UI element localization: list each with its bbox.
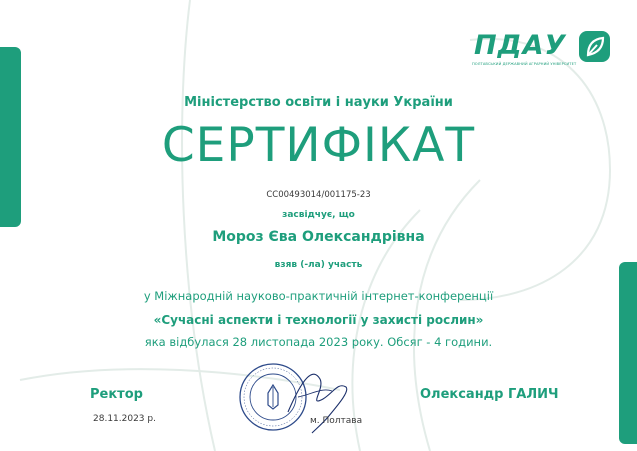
issue-date: 28.11.2023 р.	[93, 414, 156, 424]
city-label: м. Полтава	[310, 416, 363, 426]
recipient-name: Мороз Єва Олександрівна	[212, 229, 425, 245]
event-description: у Міжнародній науково-практичній інтернет-конференції	[143, 289, 494, 303]
university-logo	[468, 28, 613, 70]
logo-text: ПДАУ	[474, 30, 567, 61]
participation-text: взяв (-ла) участь	[274, 260, 363, 270]
certificate-number: CC00493014/001175-23	[266, 190, 371, 200]
certificate-title: СЕРТИФІКАТ	[161, 118, 476, 173]
conference-title: «Сучасні аспекти і технології у захисті рослин»	[153, 313, 484, 327]
ministry-heading: Міністерство освіти і науки України	[184, 95, 453, 110]
leaf-icon	[579, 31, 610, 62]
rector-label: Ректор	[90, 387, 143, 402]
certifies-text: засвідчує, що	[282, 210, 355, 220]
event-date-hours: яка відбулася 28 листопада 2023 року. Обсяг - 4 години.	[144, 335, 493, 349]
logo-subtitle: ПОЛТАВСЬКИЙ ДЕРЖАВНИЙ АГРАРНИЙ УНІВЕРСИТЕТ	[472, 62, 577, 66]
signer-name: Олександр ГАЛИЧ	[420, 387, 559, 402]
